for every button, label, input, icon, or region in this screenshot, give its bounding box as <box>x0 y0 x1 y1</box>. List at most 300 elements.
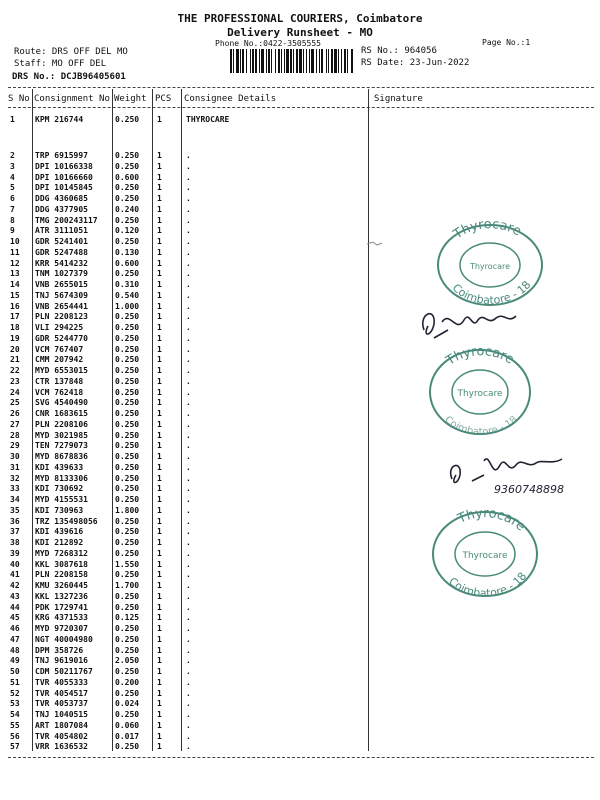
row-consignee: . <box>186 355 191 365</box>
row-weight: 0.250 <box>115 387 140 397</box>
row-consignment-no: MYD 4155531 <box>35 495 88 504</box>
row-consignment-no: CNR 1683615 <box>35 409 88 418</box>
row-consignee: . <box>186 301 191 311</box>
row-consignment-no: DPM 358726 <box>35 645 84 655</box>
col-signature: Signature <box>374 94 423 104</box>
row-sno: 28 <box>10 430 20 440</box>
row-weight: 0.250 <box>115 688 140 698</box>
row-sno: 49 <box>10 656 20 666</box>
row-pcs: 1 <box>157 419 162 429</box>
row-pcs: 1 <box>157 656 162 666</box>
row-consignment-no: ATR 3111051 <box>35 226 88 236</box>
row-sno: 41 <box>10 570 20 580</box>
row-sno: 44 <box>10 602 20 612</box>
row-pcs: 1 <box>157 613 162 623</box>
row-consignment-no: ART 1807084 <box>35 720 88 730</box>
row-pcs: 1 <box>157 172 162 182</box>
row-consignment-no: KDI 212892 <box>35 538 84 547</box>
row-consignee: . <box>186 527 191 537</box>
row-pcs: 1 <box>157 473 162 483</box>
row-pcs: 1 <box>157 290 162 300</box>
row-consignee: . <box>186 247 191 257</box>
row-weight: 0.250 <box>115 495 140 504</box>
row-weight: 0.250 <box>115 527 140 537</box>
col-divider-2 <box>112 89 113 751</box>
row-pcs: 1 <box>157 247 162 257</box>
sheet-title: Delivery Runsheet - MO <box>227 26 373 39</box>
row-consignment-no: KDI 439633 <box>35 462 84 472</box>
row-consignment-no: VRR 1636532 <box>35 742 88 752</box>
row-consignee: . <box>186 548 191 558</box>
row-consignee: . <box>186 333 191 343</box>
row-sno: 5 <box>10 183 15 193</box>
row-weight: 1.000 <box>115 301 140 311</box>
row-pcs: 1 <box>157 441 162 451</box>
row-pcs: 1 <box>157 258 162 268</box>
row-consignee: . <box>186 344 191 354</box>
row-consignment-no: KDI 730963 <box>35 505 84 515</box>
row-sno: 9 <box>10 226 15 236</box>
row-consignee: . <box>186 613 191 623</box>
row-sno: 10 <box>10 237 20 246</box>
barcode <box>228 49 358 73</box>
row-consignee: . <box>186 667 191 676</box>
row-sno: 55 <box>10 720 20 730</box>
row-pcs: 1 <box>157 226 162 236</box>
row-consignee: . <box>186 280 191 289</box>
row-pcs: 1 <box>157 280 162 289</box>
col-divider-3 <box>152 89 153 751</box>
row-sno: 54 <box>10 710 20 719</box>
row-consignee: . <box>186 452 191 461</box>
row-consignment-no: MYD 7268312 <box>35 548 88 558</box>
row-pcs: 1 <box>157 602 162 612</box>
row-consignee: . <box>186 731 191 741</box>
row-consignment-no: KMU 3260445 <box>35 581 88 590</box>
row-consignee: . <box>186 183 191 193</box>
col-divider-4 <box>181 89 182 751</box>
row-consignment-no: VLI 294225 <box>35 323 84 332</box>
row-consignee: . <box>186 430 191 440</box>
row-sno: 22 <box>10 366 20 375</box>
row-pcs: 1 <box>157 624 162 633</box>
row-consignment-no: DDG 4360685 <box>35 194 88 203</box>
stamp-city-text: Coimbatore - 18 <box>446 569 530 600</box>
row-sno: 35 <box>10 505 20 515</box>
row-weight: 0.250 <box>115 151 140 160</box>
row-sno: 15 <box>10 290 20 300</box>
row-pcs: 1 <box>157 183 162 193</box>
row-sno: 12 <box>10 258 20 268</box>
row-consignment-no: VCM 767407 <box>35 344 84 354</box>
row-weight: 0.250 <box>115 269 140 279</box>
row-sno: 24 <box>10 387 20 397</box>
row-weight: 0.310 <box>115 280 140 289</box>
row-sno: 29 <box>10 441 20 451</box>
row-weight: 0.250 <box>115 645 140 655</box>
row-sno: 19 <box>10 333 20 343</box>
row-sno: 23 <box>10 376 20 386</box>
drs-number: DRS No.: DCJB96405601 <box>12 72 126 82</box>
row-consignment-no: PLN 2208106 <box>35 419 88 429</box>
row-sno: 42 <box>10 581 20 590</box>
row-sno: 48 <box>10 645 20 655</box>
row-sno: 11 <box>10 247 20 257</box>
row-consignee: . <box>186 237 191 246</box>
row-pcs: 1 <box>157 323 162 332</box>
table-bottom-divider <box>8 757 594 758</box>
row-consignee: . <box>186 323 191 332</box>
row-weight: 2.050 <box>115 656 140 666</box>
stamp-brand-text: Thyrocare <box>450 217 524 243</box>
row-sno: 18 <box>10 323 20 332</box>
row-weight: 0.250 <box>115 452 140 461</box>
row-consignment-no: TRP 6915997 <box>35 151 88 160</box>
row-consignment-no: KDI 439616 <box>35 527 84 537</box>
row-pcs: 1 <box>157 688 162 698</box>
row-weight: 0.540 <box>115 290 140 300</box>
stamp-city-text: Coimbatore - 18 <box>449 278 534 307</box>
row-pcs: 1 <box>157 538 162 547</box>
stamp-center-text: Thyrocare <box>469 262 511 271</box>
row-consignment-no: TNJ 9619016 <box>35 656 88 666</box>
row-consignee: . <box>186 742 191 752</box>
row-consignee: . <box>186 151 191 160</box>
row-consignment-no: GDR 5247488 <box>35 247 88 257</box>
row-pcs: 1 <box>157 495 162 504</box>
row-pcs: 1 <box>157 699 162 709</box>
row-weight: 0.250 <box>115 419 140 429</box>
row-weight: 0.125 <box>115 613 140 623</box>
row-weight: 0.250 <box>115 183 140 193</box>
row-consignment-no: VNB 2655015 <box>35 280 88 289</box>
row-weight: 0.600 <box>115 172 140 182</box>
row-consignment-no: VCM 762418 <box>35 387 84 397</box>
row-sno: 32 <box>10 473 20 483</box>
row-consignee: . <box>186 720 191 730</box>
row-sno: 53 <box>10 699 20 709</box>
row-consignment-no: MYD 8678836 <box>35 452 88 461</box>
row-weight: 0.240 <box>115 204 140 214</box>
row-sno: 45 <box>10 613 20 623</box>
row-pcs: 1 <box>157 151 162 160</box>
row-pcs: 1 <box>157 591 162 601</box>
row-consignee: . <box>186 312 191 322</box>
row-weight: 0.250 <box>115 570 140 580</box>
row-weight: 1.700 <box>115 581 140 590</box>
row-weight: 0.024 <box>115 699 140 709</box>
row-consignee: . <box>186 462 191 472</box>
row-consignee: . <box>186 226 191 236</box>
row-consignment-no: TMG 200243117 <box>35 215 98 225</box>
row-consignment-no: TNJ 1040515 <box>35 710 88 719</box>
row-sno: 37 <box>10 527 20 537</box>
row-consignment-no: CDM 50211767 <box>35 667 93 676</box>
handwritten-signature-1 <box>412 300 542 345</box>
row-sno: 14 <box>10 280 20 289</box>
col-sno: S No <box>8 94 30 104</box>
row-consignee: . <box>186 419 191 429</box>
row-sno: 40 <box>10 559 20 569</box>
row-consignment-no: GDR 5241401 <box>35 237 88 246</box>
row-consignee: THYROCARE <box>186 115 230 124</box>
row-consignee: . <box>186 194 191 203</box>
row-pcs: 1 <box>157 376 162 386</box>
header-divider-bottom <box>8 107 594 108</box>
row-consignee: . <box>186 602 191 612</box>
header-divider-top <box>8 87 594 88</box>
col-consignee: Consignee Details <box>184 94 277 104</box>
row-consignment-no: TRZ 135498056 <box>35 516 98 526</box>
stamp-brand-text: Thyrocare <box>455 506 528 535</box>
row-consignment-no: CMM 207942 <box>35 355 84 365</box>
row-weight: 0.250 <box>115 548 140 558</box>
row-weight: 0.250 <box>115 538 140 547</box>
row-consignee: . <box>186 409 191 418</box>
row-consignment-no: TVR 4053737 <box>35 699 88 709</box>
row-consignee: . <box>186 699 191 709</box>
row-consignee: . <box>186 516 191 526</box>
row-pcs: 1 <box>157 742 162 752</box>
row-pcs: 1 <box>157 548 162 558</box>
row-consignee: . <box>186 581 191 590</box>
row-consignee: . <box>186 656 191 666</box>
row-consignment-no: DPI 10145845 <box>35 183 93 193</box>
row-pcs: 1 <box>157 559 162 569</box>
row-pcs: 1 <box>157 301 162 311</box>
row-consignee: . <box>186 591 191 601</box>
row-sno: 36 <box>10 516 20 526</box>
row-weight: 0.250 <box>115 473 140 483</box>
small-mark <box>365 238 385 248</box>
row-weight: 0.250 <box>115 237 140 246</box>
row-consignment-no: MYD 9720307 <box>35 624 88 633</box>
col-pcs: PCS <box>155 94 172 104</box>
row-consignee: . <box>186 172 191 182</box>
row-pcs: 1 <box>157 115 162 124</box>
row-weight: 0.130 <box>115 247 140 257</box>
row-pcs: 1 <box>157 161 162 171</box>
row-weight: 0.250 <box>115 742 140 752</box>
row-consignee: . <box>186 645 191 655</box>
row-weight: 0.250 <box>115 409 140 418</box>
row-consignment-no: DPI 10166660 <box>35 172 93 182</box>
row-weight: 0.250 <box>115 710 140 719</box>
row-consignment-no: TVR 4055333 <box>35 677 88 687</box>
row-weight: 0.250 <box>115 376 140 386</box>
row-pcs: 1 <box>157 505 162 515</box>
svg-text:Thyrocare <box>455 506 528 534</box>
row-pcs: 1 <box>157 237 162 246</box>
row-consignee: . <box>186 538 191 547</box>
row-consignment-no: MYD 6553015 <box>35 366 88 375</box>
row-pcs: 1 <box>157 677 162 687</box>
row-sno: 33 <box>10 484 20 494</box>
stamp-center-text: Thyrocare <box>457 389 503 399</box>
row-consignment-no: PDK 1729741 <box>35 602 88 612</box>
row-consignee: . <box>186 484 191 494</box>
row-sno: 6 <box>10 194 15 203</box>
row-weight: 0.250 <box>115 161 140 171</box>
row-consignee: . <box>186 161 191 171</box>
row-consignee: . <box>186 570 191 580</box>
row-sno: 43 <box>10 591 20 601</box>
row-weight: 0.120 <box>115 226 140 236</box>
row-consignment-no: TNM 1027379 <box>35 269 88 279</box>
stamp-brand-text: Thyrocare <box>443 344 517 369</box>
row-consignment-no: TNJ 5674309 <box>35 290 88 300</box>
rs-date: RS Date: 23-Jun-2022 <box>361 58 470 68</box>
thyrocare-stamp-3 <box>420 502 550 602</box>
row-weight: 0.250 <box>115 344 140 354</box>
row-sno: 30 <box>10 452 20 461</box>
row-pcs: 1 <box>157 731 162 741</box>
row-pcs: 1 <box>157 204 162 214</box>
row-sno: 34 <box>10 495 20 504</box>
row-consignment-no: CTR 137848 <box>35 376 84 386</box>
row-consignment-no: GDR 5244770 <box>35 333 88 343</box>
row-sno: 17 <box>10 312 20 322</box>
row-pcs: 1 <box>157 645 162 655</box>
row-weight: 0.017 <box>115 731 140 741</box>
row-pcs: 1 <box>157 667 162 676</box>
row-weight: 0.250 <box>115 355 140 365</box>
row-consignee: . <box>186 204 191 214</box>
row-weight: 0.250 <box>115 366 140 375</box>
row-consignment-no: MYD 8133306 <box>35 473 88 483</box>
row-weight: 1.800 <box>115 505 140 515</box>
row-weight: 0.600 <box>115 258 140 268</box>
row-pcs: 1 <box>157 720 162 730</box>
row-weight: 0.250 <box>115 624 140 633</box>
row-sno: 47 <box>10 634 20 644</box>
page-number: Page No.:1 <box>482 38 531 47</box>
row-sno: 51 <box>10 677 20 687</box>
row-consignee: . <box>186 559 191 569</box>
row-weight: 1.550 <box>115 559 140 569</box>
row-weight: 0.250 <box>115 484 140 494</box>
col-divider-1 <box>32 89 33 751</box>
row-consignment-no: TEN 7279073 <box>35 441 88 451</box>
row-pcs: 1 <box>157 398 162 408</box>
row-sno: 26 <box>10 409 20 418</box>
row-consignment-no: DDG 4377905 <box>35 204 88 214</box>
handwritten-phone: 9360748898 <box>494 483 564 496</box>
row-consignee: . <box>186 398 191 408</box>
stamp-center-text: Thyrocare <box>462 551 508 561</box>
thyrocare-stamp-2 <box>418 340 543 440</box>
row-consignment-no: KPM 216744 <box>35 115 84 124</box>
row-consignment-no: MYD 3021985 <box>35 430 88 440</box>
row-sno: 2 <box>10 151 15 160</box>
row-sno: 57 <box>10 742 20 752</box>
row-weight: 0.250 <box>115 516 140 526</box>
row-sno: 16 <box>10 301 20 311</box>
row-consignment-no: PLN 2208158 <box>35 570 88 580</box>
row-weight: 0.250 <box>115 398 140 408</box>
staff-label: Staff: MO OFF DEL <box>14 59 107 69</box>
row-weight: 0.200 <box>115 677 140 687</box>
row-pcs: 1 <box>157 462 162 472</box>
row-consignee: . <box>186 495 191 504</box>
route-label: Route: DRS OFF DEL MO <box>14 47 128 57</box>
row-weight: 0.250 <box>115 441 140 451</box>
row-weight: 0.250 <box>115 591 140 601</box>
row-sno: 21 <box>10 355 20 365</box>
row-consignee: . <box>186 215 191 225</box>
row-pcs: 1 <box>157 312 162 322</box>
row-consignee: . <box>186 677 191 687</box>
company-title: THE PROFESSIONAL COURIERS, Coimbatore <box>177 12 423 25</box>
row-consignment-no: PLN 2208123 <box>35 312 88 322</box>
row-pcs: 1 <box>157 581 162 590</box>
row-pcs: 1 <box>157 516 162 526</box>
row-consignee: . <box>186 269 191 279</box>
row-pcs: 1 <box>157 527 162 537</box>
svg-text:Coimbatore - 18 <box>446 570 529 600</box>
row-sno: 4 <box>10 172 15 182</box>
row-pcs: 1 <box>157 333 162 343</box>
row-sno: 3 <box>10 161 15 171</box>
row-consignment-no: KKL 3087618 <box>35 559 88 569</box>
row-weight: 0.060 <box>115 720 140 730</box>
col-divider-5 <box>368 89 369 751</box>
row-pcs: 1 <box>157 710 162 719</box>
row-consignment-no: TVR 4054517 <box>35 688 88 698</box>
row-consignment-no: KRG 4371533 <box>35 613 88 623</box>
row-consignment-no: VNB 2654441 <box>35 301 88 311</box>
row-pcs: 1 <box>157 430 162 440</box>
row-pcs: 1 <box>157 484 162 494</box>
row-pcs: 1 <box>157 355 162 365</box>
row-pcs: 1 <box>157 344 162 354</box>
row-consignment-no: SVG 4540490 <box>35 398 88 408</box>
row-weight: 0.250 <box>115 323 140 332</box>
row-sno: 13 <box>10 269 20 279</box>
row-sno: 50 <box>10 667 20 676</box>
row-consignment-no: KDI 730692 <box>35 484 84 494</box>
row-consignee: . <box>186 387 191 397</box>
row-weight: 0.250 <box>115 115 140 124</box>
row-sno: 39 <box>10 548 20 558</box>
row-consignment-no: DPI 10166338 <box>35 161 93 171</box>
row-weight: 0.250 <box>115 634 140 644</box>
row-pcs: 1 <box>157 570 162 580</box>
row-pcs: 1 <box>157 387 162 397</box>
row-weight: 0.250 <box>115 462 140 472</box>
svg-text:Thyrocare <box>450 217 524 243</box>
row-weight: 0.250 <box>115 430 140 440</box>
thyrocare-stamp-1 <box>425 215 555 310</box>
row-consignee: . <box>186 710 191 719</box>
row-sno: 25 <box>10 398 20 408</box>
row-consignee: . <box>186 505 191 515</box>
row-weight: 0.250 <box>115 667 140 676</box>
row-consignment-no: NGT 40004980 <box>35 634 93 644</box>
row-consignment-no: TVR 4054802 <box>35 731 88 741</box>
row-pcs: 1 <box>157 634 162 644</box>
col-consignment: Consignment No <box>34 94 110 104</box>
row-sno: 52 <box>10 688 20 698</box>
row-sno: 27 <box>10 419 20 429</box>
row-sno: 8 <box>10 215 15 225</box>
row-consignment-no: KRR 5414232 <box>35 258 88 268</box>
row-weight: 0.250 <box>115 602 140 612</box>
row-sno: 38 <box>10 538 20 547</box>
row-sno: 46 <box>10 624 20 633</box>
row-consignee: . <box>186 473 191 483</box>
rs-number: RS No.: 964056 <box>361 46 437 56</box>
